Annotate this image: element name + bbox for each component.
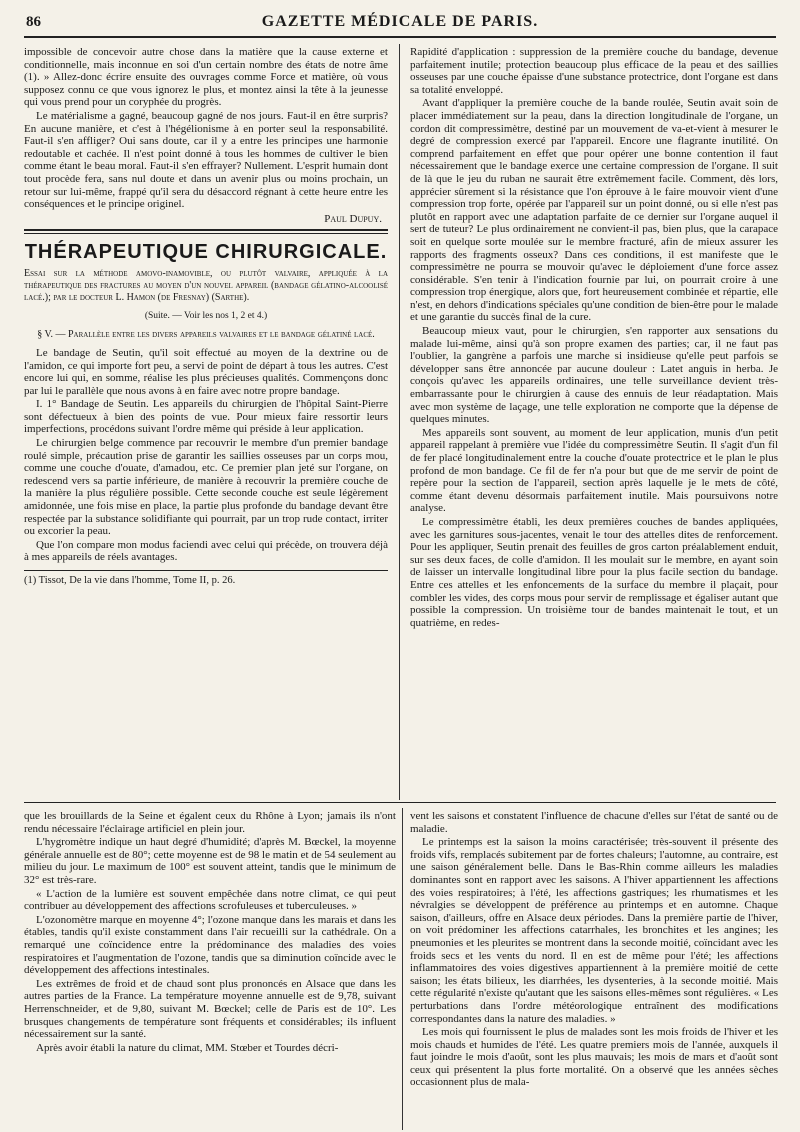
column-right-top xyxy=(410,46,778,798)
body-paragraph: Beaucoup mieux vaut, pour le chirurgien, s'en rapporter aux sensations du malade lui-même, ainsi qu'à son propre examen des parties; car, il ne faut pas l'oublier, la gangrène a parfois une marche si insidieuse qu'elle peut parfois se développer sans être annoncée par aucune douleur : Latet anguis in herba. Je conçois qu'avec les appareils ordinaires, une telle surveillance devient très-embarrassante pour le chirurgien à cause des ennuis de leur réadaptation. Mais avec mon système de laçage, une telle exploration ne comporte que la dépense de quelques minutes. xyxy=(410,325,778,426)
body-paragraph: Avant d'appliquer la première couche de la bande roulée, Seutin avait soin de placer immédiatement sur la peau, dans la direction longitudinale de l'organe, un cordon dit compressimètre, destiné par un mouvement de va-et-vient à mesurer le degré de compression exercé par l'appareil. Encore une flagrante inutilité. On comprend parfaitement en effet que pour opérer une bonne contention il faut nécessairement que le bandage exerce une certaine compression de l'organe. Il suit de là que le jeu du ruban ne saurait être extrêmement facile. Comment, dès lors, apprécier sûrement si la résistance que l'on éprouve à le faire mouvoir vient d'une compression trop forte, opérée par l'appareil sur un point donné, ou si elle n'est pas plutôt en rapport avec une adaptation parfaite de ce dernier sur l'organe auquel il sert de tuteur? Le plus ordinairement ne convient-il pas, bien plus, que la carapace soit en quelque sorte moulée sur le membre fracturé, afin de mieux assurer les rapports des fragments osseux? Dans ces conditions, il est manifeste que le compressimètre ne pourra se mouvoir qu'avec le déploiement d'une force assez considérable. S'en tenir à l'indication fournie par lui, on pourrait croire à une compression trop énergique, alors que, fort heureusement combinée et répartie, elle n'est, en dehors d'indications spéciales qu'une condition de bien-être pour le malade et une garantie du succès final de la cure. xyxy=(410,97,778,324)
body-paragraph: Le printemps est la saison la moins caractérisée; très-souvent il présente des froids vifs, remplacés subitement par de fortes chaleurs; l'automne, au contraire, est une saison généralement belle. Dans le Bas-Rhin comme ailleurs les maladies dominantes sont en rapport avec les saisons. A l'hiver appartiennent les affections des voies respiratoires; à l'été, les affections gastriques; les rhumatismes et les névralgies se développent de préférence au printemps et en automne. Chaque saison, d'ailleurs, offre en Alsace deux périodes. Dans la première partie de l'hiver, on voit prédominer les affections catarrhales, les bronchites et les angines; les pneumonies et les pleurites se montrent dans la seconde moitié, coïncidant avec les froids secs et les vents du nord. Il en est de même pour l'été; les affections inflammatoires des voies digestives appartiennent à la première moitié de cette saison; les états bilieux, les diarrhées, les dysenteries, à la seconde moitié. Mais cette régularité n'existe qu'autant que les saisons elles-mêmes sont régulières. « Les perturbations dans l'ordre météorologique entraînent des modifications correspondantes dans la nature des maladies. » xyxy=(410,836,778,1025)
body-paragraph: Les mois qui fournissent le plus de malades sont les mois froids de l'hiver et les mois chauds et humides de l'été. Les quatre premiers mois de l'année, auxquels il faut joindre le mois d'août, sont les plus mauvais; les mois de mars et d'août sont ceux qui présentent la plus forte mortalité. On a observé que les années sèches occasionnent plus de mala- xyxy=(410,1026,778,1089)
body-paragraph: Le bandage de Seutin, qu'il soit effectué au moyen de la dextrine ou de l'amidon, ce qui importe fort peu, a servi de point de départ à tous les autres. C'est encore lui qui, en somme, réalise les plus précieuses qualités. Commençons donc par lui le parallèle que nous avons à en faire avec notre propre bandage. xyxy=(24,346,388,397)
body-paragraph: Le compressimètre établi, les deux premières couches de bandes appliquées, avec les garnitures sous-jacentes, venait le tour des attelles dites de renforcement. Pour les appliquer, Seutin prenait des feuilles de gros carton préalablement enduit, sur ses deux faces, de colle d'amidon. Il les moulait sur le membre, en ayant soin de laisser un intervalle longitudinal libre pour la plus facile section du bandage. Entre ces attelles et les enfoncements de la surface du membre il plaçait, pour combler les vides, des corps mous pour servir de remplissage et égaliser autant que possible la compression. Un troisième tour de bandes maintenait le tout, et un quatrième, en redes- xyxy=(410,515,778,629)
body-paragraph: vent les saisons et constatent l'influence de chacune d'elles sur l'état de santé ou de maladie. xyxy=(410,810,778,835)
body-paragraph: Rapidité d'application : suppression de la première couche du bandage, devenue parfaitement inutile; protection beaucoup plus efficace de la peau et des saillies osseuses par une couche épaisse d'une substance protectrice, dont l'organe est dans sa totalité enveloppé. xyxy=(410,46,778,96)
page-header xyxy=(24,10,776,36)
body-paragraph: L'ozonomètre marque en moyenne 4°; l'ozone manque dans les marais et dans les étables, tandis qu'il existe constamment dans l'air recueilli sur la cathédrale. On a remarqué une coïncidence entre la prédominance des maladies des voies respiratoires et l'augmentation de l'ozone, tandis que sa diminution coïncide avec le développement des affections intestinales. xyxy=(24,913,396,977)
body-paragraph: Les extrêmes de froid et de chaud sont plus prononcés en Alsace que dans les autres parties de la France. La température moyenne annuelle est de 9,78, suivant Herrenschneider, et de 9,80, suivant M. Bœckel; celle de Paris est de 10°. Les brusques changements de température sont fréquents et considérables; ils influent nécessairement sur la santé. xyxy=(24,977,396,1041)
section-rule xyxy=(24,229,388,234)
column-right-bottom xyxy=(410,810,778,1128)
body-paragraph: Que l'on compare mon modus faciendi avec celui qui précède, on trouvera déjà à mes appareils de réels avantages. xyxy=(24,538,388,564)
body-paragraph: I. 1° Bandage de Seutin. Les appareils du chirurgien de l'hôpital Saint-Pierre sont défectueux à bien des points de vue. Pour mieux faire ressortir leurs imperfections, procédons suivant l'ordre même qui préside à leur application. xyxy=(24,398,388,436)
body-paragraph: Après avoir établi la nature du climat, MM. Stœber et Tourdes décri- xyxy=(36,1041,339,1054)
continuation-note: (Suite. — Voir les nos 1, 2 et 4.) xyxy=(144,311,268,322)
column-divider-bottom xyxy=(402,808,403,1130)
horizontal-divider xyxy=(24,802,776,803)
column-left-top xyxy=(24,46,388,642)
section-subheading: § V. — Parallèle entre les divers appareils valvaires et le bandage gélatiné lacé. xyxy=(37,328,375,340)
footnote-rule xyxy=(24,570,388,571)
essay-heading: Essai sur la méthode amovo-inamovible, ou plutôt valvaire, appliquée à la thérapeutique des fractures au moyen d'un nouvel appareil (bandage gélatino-alcoolisé lacé.); par le docteur L. Hamon (de Fresnay) (Sarthe). xyxy=(24,268,388,304)
body-paragraph: L'hygromètre indique un haut degré d'humidité; d'après M. Bœckel, la moyenne générale annuelle est de 80°; cette moyenne est de 98 le matin et de 54 seulement au milieu du jour. Le maximum de 100° est souvent atteint, tandis que le minimum de 32° est très-rare. xyxy=(24,836,396,886)
page-number: 86 xyxy=(26,14,41,30)
header-rule xyxy=(24,36,776,38)
footnote: (1) Tissot, De la vie dans l'homme, Tome II, p. 26. xyxy=(24,575,236,586)
body-paragraph: que les brouillards de la Seine et égalent ceux du Rhône à Lyon; jamais ils n'ont rendu nécessaire l'éclairage artificiel en plein jour. xyxy=(24,810,396,835)
body-paragraph: Le chirurgien belge commence par recouvrir le membre d'un premier bandage roulé simple, précaution prise de garantir les saillies osseuses par un corps mou, comme une couche d'ouate, d'amadou, etc. Ce premier plan jeté sur l'organe, on redescend vers sa partie inférieure, de manière à recouvrir la première couche de la manière la plus régulière possible. Cette seconde couche est seule légèrement amidonnée, une fois mise en place, la partie plus profonde du bandage devant être respectée par la substance solidifiante qui pourrait, par un trop rude contact, irriter ou excorier la peau. xyxy=(24,437,388,538)
body-paragraph: Mes appareils sont souvent, au moment de leur application, munis d'un petit appareil rappelant à première vue l'idée du compressimètre Seutin. Il s'agit d'un fil de fer placé longitudinalement entre la couche d'ouate protectrice et le plan le plus profond de mon bandage. Ce fil de fer n'a pour but que de me servir de point de repère pour la section de l'appareil, section après laquelle je le mets de côté, comme étant devenu désormais parfaitement inutile. Mais poursuivons notre analyse. xyxy=(410,426,778,515)
column-divider-top xyxy=(399,44,400,800)
body-paragraph: « L'action de la lumière est souvent empêchée dans notre climat, ce qui peut contribuer au développement des affections scrofuleuses et tuberculeuses. » xyxy=(24,887,396,913)
journal-title: GAZETTE MÉDICALE DE PARIS. xyxy=(261,13,539,30)
column-left-bottom xyxy=(24,810,396,1128)
intro-paragraph-2: Le matérialisme a gagné, beaucoup gagné de nos jours. Faut-il en être surpris? En aucune manière, et c'est à l'hégélionisme à en porter seul la responsabilité. Faut-il s'en affliger? Oui sans doute, car il y a entre les principes une harmonie redoutable et cachée. Il n'est point donné à tous les hommes de cultiver le bien comme étant le beau moral. Faut-il s'en effrayer? Nullement. L'esprit humain dont tout procède fera, sans nul doute et dans un avenir plus ou moins prochain, un retour sur lui-même, frappé qu'il sera du désaccord régnant à cette heure entre les conséquences et le principe originel. xyxy=(24,109,388,211)
intro-paragraph-1: impossible de concevoir autre chose dans la matière que la cause externe et conditionnelle, mais inconnue en soi d'un certain nombre des états de notre âme (1). » Allez-donc écrire ensuite des ouvrages comme Force et matière, où vous supposez connu ce que vous ignorez le plus, et montez ainsi la tête à la jeunesse qui vous prend pour un coryphée du progrès. xyxy=(24,46,388,109)
section-title: THÉRAPEUTIQUE CHIRURGICALE. xyxy=(24,241,388,264)
author-signature: Paul Dupuy. xyxy=(324,212,382,225)
